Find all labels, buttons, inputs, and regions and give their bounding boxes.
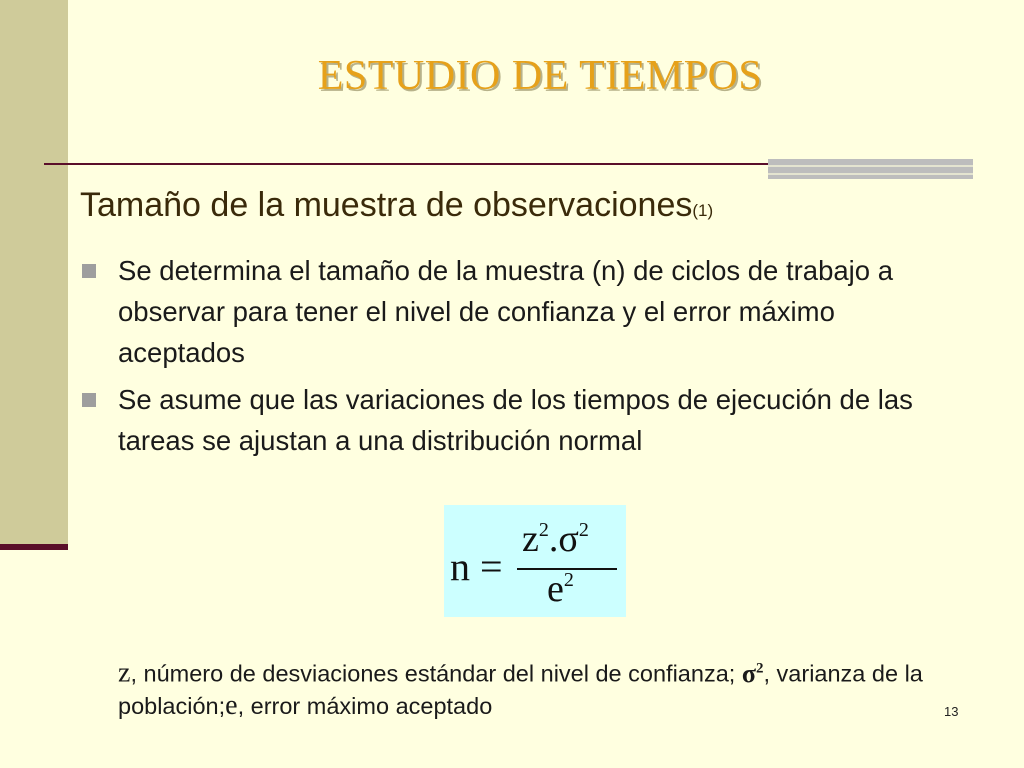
bullet-text: Se determina el tamaño de la muestra (n) de ciclos de trabajo a observar para tener el nivel de confianza y el error máximo aceptados: [118, 255, 893, 368]
slide-subtitle: [80, 186, 713, 225]
bullet-text: Se asume que las variaciones de los tiempos de ejecución de las tareas se ajustan a una distribución normal: [118, 384, 913, 456]
legend-sigma-symbol: [742, 659, 764, 688]
formula-sigma-exponent: 2: [578, 519, 589, 541]
legend-e-symbol: e: [225, 689, 238, 721]
formula-e-exponent: 2: [563, 569, 574, 591]
subtitle-text: Tamaño de la muestra de observaciones: [80, 186, 693, 224]
bullet-list: [80, 250, 960, 467]
formula-z: z: [522, 518, 539, 560]
bullet-square-icon: [82, 264, 96, 278]
legend-e-text: , error máximo aceptado: [237, 692, 493, 719]
formula-lhs: n =: [450, 544, 503, 589]
divider-stripes: [768, 159, 973, 179]
legend-z-symbol: z: [118, 657, 131, 689]
slide-title: ESTUDIO DE TIEMPOS: [317, 53, 763, 99]
subtitle-note: (1): [692, 201, 714, 220]
formula-legend: [118, 652, 928, 722]
bullet-square-icon: [82, 393, 96, 407]
legend-sigma-text: , varianza de la población;: [118, 660, 923, 719]
title-divider: [44, 163, 772, 165]
sample-size-formula: [444, 505, 626, 617]
formula-z-exponent: 2: [538, 519, 549, 541]
page-number: 13: [944, 704, 959, 719]
bullet-item: [80, 379, 960, 461]
formula-denominator: [547, 567, 574, 611]
legend-sigma-char: σ: [741, 658, 756, 688]
formula-e: e: [547, 568, 564, 610]
legend-z-text: , número de desviaciones estándar del nivel de confianza;: [130, 660, 736, 687]
legend-sigma-exponent: 2: [755, 660, 764, 676]
bullet-item: [80, 250, 960, 373]
formula-numerator: [522, 517, 589, 561]
formula-sigma: .σ: [548, 518, 579, 560]
left-band-accent: [0, 544, 68, 550]
